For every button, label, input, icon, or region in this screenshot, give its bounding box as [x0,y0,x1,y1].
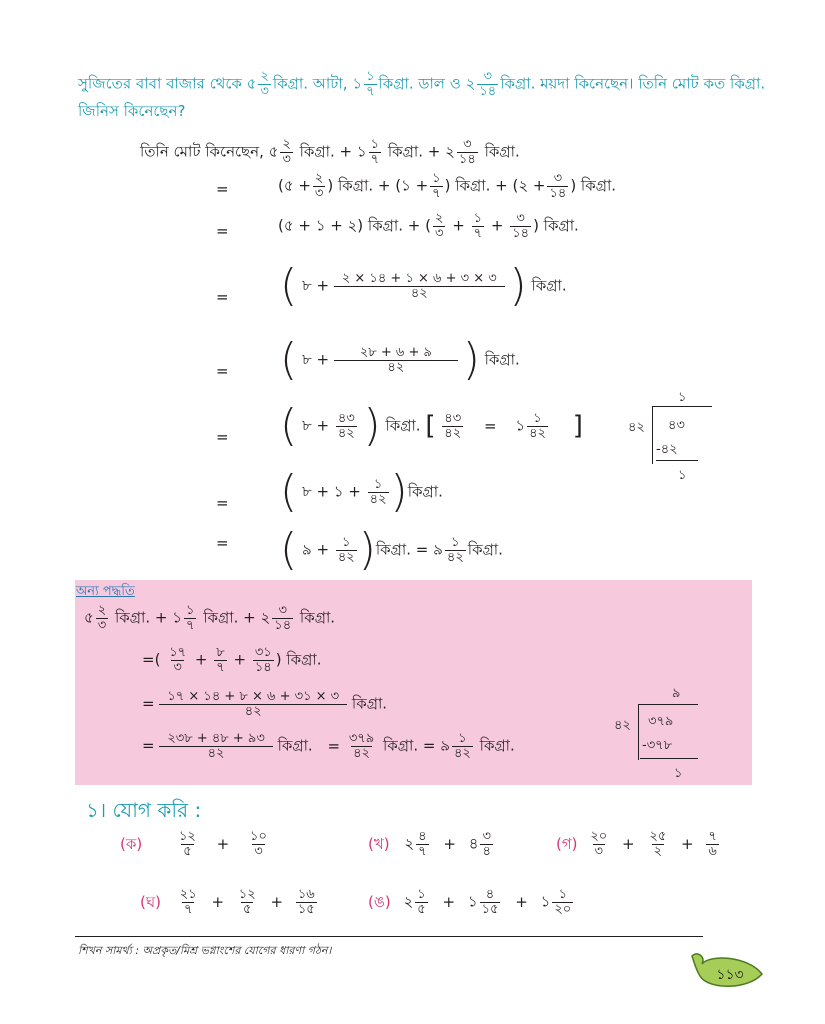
solution-line-intro [140,138,520,166]
numerator: ৪৩ [337,410,355,426]
denominator: ৭ [432,185,441,201]
numerator: ১ [473,211,483,226]
fraction [445,536,466,564]
equals-sign: = [216,288,229,306]
paren-close: ) [462,334,480,385]
whole: ২ [260,608,271,627]
alternative-method-title: অন্য পদ্ধতি [76,584,135,599]
denominator: ৪২ [159,746,272,761]
exercise-uma [368,888,575,916]
denominator: ৫ [417,901,426,917]
fraction [336,272,503,300]
item-label: (ঙ) [368,892,391,911]
unit: কিগ্রা. [203,608,239,627]
numerator: ৩১ [254,645,272,660]
fraction [336,536,357,564]
paren-close: ) [358,524,376,575]
alt-line-3 [142,690,387,718]
whole: ১ [515,416,526,435]
item-label: (ঘ) [140,892,161,911]
equals-sign: = [142,694,155,713]
paren-close: ) [363,400,381,451]
denominator: ১৫ [297,901,315,917]
problem-text-3: কিগ্রা. ডাল ও ২ [378,74,476,93]
item-label: (ক) [120,834,143,853]
fraction [237,888,258,916]
equals-sign: = [483,416,497,435]
plus: + [154,608,168,627]
solution-line-7 [280,524,503,575]
denominator: ৫ [183,843,192,859]
unit: কিগ্রা. [299,142,335,161]
whole: ২ [404,834,415,853]
expr-text: ) কিগ্রা. [570,176,617,195]
alt-line-2 [142,646,321,674]
fraction [416,830,428,858]
denominator: ৪ [482,843,491,859]
problem-statement [78,70,768,124]
numerator: ২ [314,171,324,186]
division-rule [656,460,698,461]
denominator: ৩ [173,659,182,675]
expr-text: ) কিগ্রা. + (১ + [327,176,429,195]
numerator: ২ × ১৪ + ১ × ৬ + ৩ × ৩ [341,270,497,286]
division-remainder: ১ [674,766,683,781]
unit: কিগ্রা. [531,276,567,295]
unit: কিগ্রা. [387,142,424,161]
numerator: ৪৩ [444,410,462,426]
fraction [177,830,198,858]
expr-text: ৮ + [301,276,330,295]
denominator: ৩ [254,843,263,859]
plus: + [442,892,456,911]
expr-text: ) কিগ্রা. + (২ + [444,176,546,195]
fraction [457,138,478,166]
equals-sign: = [216,428,229,446]
intro-text: তিনি মোট কিনেছেন, [140,142,264,161]
whole: ৫ [84,608,94,627]
fraction [552,888,573,916]
numerator: ২১ [179,887,197,902]
denominator: ৩ [435,225,444,241]
unit: কিগ্রা. [479,736,515,755]
numerator: ২ [97,603,107,618]
division-bar [638,704,698,705]
fraction [647,830,668,858]
plus: + [211,892,225,911]
plus: + [515,892,528,911]
numerator: ১ [533,410,542,426]
plus: + [452,216,465,235]
paren-open: ( [280,260,298,311]
denominator: ৪২ [453,745,471,761]
fraction [527,412,548,440]
fraction [452,732,473,760]
numerator: ১ [458,731,467,746]
bracket-open: [ [425,411,436,441]
numerator: ৩ [553,171,563,186]
division-quotient: ১ [678,390,687,405]
unit: কিগ্রা. [484,350,520,369]
solution-line-3 [280,260,567,311]
numerator: ৩ [278,603,287,618]
numerator: ২৩৮ + ৪৮ + ৯৩ [167,731,265,746]
whole: ১ [540,892,551,911]
numerator: ১ [342,534,351,550]
fraction [477,70,498,98]
numerator: ১৭ × ১৪ + ৮ × ৬ + ৩১ × ৩ [167,689,340,704]
numerator: ২ [260,69,269,84]
numerator: ১০ [250,829,267,844]
paren-close: ) [509,260,527,311]
whole: ১ [467,892,478,911]
plus: + [216,834,230,853]
denominator: ৭ [366,83,375,99]
numerator: ৩৭৯ [348,731,375,746]
plus: + [490,216,504,235]
expr-text: ) কিগ্রা. [275,650,322,669]
numerator: ১৬ [297,887,315,902]
unit: কিগ্রা. [277,736,313,755]
denominator: ৪২ [444,425,462,441]
fraction [336,346,456,374]
plus: + [681,834,694,853]
exercise-ka [120,830,271,858]
solution-line-4 [280,334,520,385]
numerator: ২ [282,137,291,152]
fraction [280,138,292,166]
alt-line-4 [142,732,515,760]
numerator: ৪ [485,887,495,902]
unit: কিগ্রা. [484,142,520,161]
plus: + [622,834,635,853]
denominator: ১৪ [274,617,292,633]
numerator: ১ [366,69,375,84]
fraction [472,212,484,240]
fraction [588,830,609,858]
equals-sign: = [216,494,229,512]
numerator: ৪ [418,829,427,844]
fraction [178,888,199,916]
denominator: ৩ [97,617,107,633]
fraction [161,690,345,718]
division-subtract: -৩৭৮ [642,738,673,753]
item-label: (গ) [556,834,578,853]
denominator: ৭ [370,151,380,167]
fraction [167,646,188,674]
equals-sign: = [216,180,229,198]
numerator: ১ [373,476,383,492]
paren-open: ( [280,524,298,575]
equals-sign: = [415,540,429,559]
denominator: ৫ [243,901,252,917]
solution-line-2 [278,212,579,240]
plus: + [243,608,256,627]
numerator: ১২ [238,887,256,902]
leaf-icon [688,948,766,992]
numerator: ৩ [463,137,472,152]
fraction [369,138,381,166]
fraction [258,70,270,98]
whole: ২ [403,892,414,911]
denominator: ৬ [708,843,717,859]
solution-line-1 [278,172,616,200]
denominator: ৪২ [446,549,464,565]
fraction [364,70,376,98]
equals-sign: = [422,736,436,755]
exercise-title: ১। যোগ করি : [86,798,202,822]
numerator: ১ [185,603,195,618]
fraction [296,888,317,916]
equals-sign: = [216,534,229,552]
division-divisor: ৪২ [614,718,631,733]
denominator: ১৪ [512,225,530,241]
numerator: ১ [558,887,567,902]
fraction [96,604,108,632]
exercise-ga [556,830,721,858]
unit: কিগ্রা. [375,540,412,559]
exercise-kha [368,830,495,858]
whole: ৯ [440,736,450,755]
equals-sign: = [216,222,229,240]
plus: + [233,650,247,669]
plus: + [270,892,284,911]
unit: কিগ্রা. [385,416,421,435]
fraction [547,172,568,200]
paren-close: ) [390,466,408,517]
unit: কিগ্রা. [407,482,443,501]
unit: কিগ্রা. [467,540,503,559]
denominator: ৪২ [353,745,370,761]
fraction [313,172,325,200]
page-number: ১১৩ [716,967,744,983]
denominator: ৪২ [529,425,546,441]
paren-open: ( [280,400,298,451]
fraction [253,646,274,674]
footer-learning-outcome: শিখন সামর্থ্য : অপ্রকৃত/মিশ্র ভগ্নাংশের যোগের ধারণা গঠন। [78,944,332,957]
division-divisor: ৪২ [628,420,645,435]
fraction [510,212,531,240]
fraction [433,212,445,240]
denominator: ১৪ [479,83,497,99]
paren-open: ( [280,466,298,517]
bracket-close: ] [572,411,583,441]
division-rule [640,758,698,759]
fraction [368,478,389,506]
numerator: ৩ [483,69,492,84]
paren-open: ( [280,334,298,385]
denominator: ৭ [473,225,483,241]
fraction [480,888,501,916]
denominator: ৩ [314,185,324,201]
denominator: ১৪ [458,151,476,167]
denominator: ২০ [554,901,572,917]
whole: ৫ [268,142,279,161]
fraction [706,830,718,858]
unit: কিগ্রা. [299,608,336,627]
plus: + [443,834,456,853]
fraction [430,172,442,200]
division-subtract: -৪২ [656,442,678,457]
solution-line-5 [280,400,583,451]
denominator: ৩ [594,843,603,859]
denominator: ৪২ [337,549,355,565]
denominator: ৭ [418,843,427,859]
fraction [272,604,293,632]
expr-text: ৮ + ১ + [301,482,361,501]
plus: + [194,650,208,669]
whole: ৯ [433,540,443,559]
unit: কিগ্রা. [351,694,388,713]
problem-text-1: সুজিতের বাবা বাজার থেকে ৫ [78,74,257,93]
numerator: ১ [417,887,426,902]
numerator: ৭ [708,829,717,844]
equals-sign: = [216,362,229,380]
problem-text-4: কিগ্রা. ময়দা কিনেছেন। তিনি মোট কত কিগ্রা. জিনিস কিনেছেন? [78,74,766,121]
denominator: ৩ [282,151,291,167]
fraction [214,646,226,674]
solution-line-6 [280,466,443,517]
denominator: ৪২ [334,286,505,301]
division-remainder: ১ [678,468,687,483]
denominator: ৭ [216,659,225,675]
division-bar [652,406,712,407]
expr-text: (৫ + ১ + ২) কিগ্রা. + ( [278,216,431,235]
fraction [248,830,269,858]
numerator: ২ [435,211,444,226]
division-quotient: ৯ [672,686,681,701]
numerator: ১২ [178,829,196,844]
footer-divider [75,936,703,937]
denominator: ৭ [183,901,193,917]
fraction [480,830,492,858]
denominator: ৪২ [334,360,458,375]
fraction [336,412,357,440]
denominator: ৪২ [159,704,347,719]
numerator: ৩ [516,211,525,226]
denominator: ৭ [185,617,195,633]
division-dividend: ৪৩ [668,418,685,433]
fraction [415,888,427,916]
denominator: ৪২ [369,491,387,507]
exercise-gha [140,888,319,916]
numerator: ১ [432,171,441,186]
numerator: ১ [451,534,460,550]
alt-line-1 [84,604,335,632]
division-bracket [638,704,639,760]
numerator: ৮ [216,645,225,660]
expr-text: (৫ + [278,176,311,195]
expr-text: ) কিগ্রা. [533,216,579,235]
item-label: (খ) [368,834,390,853]
numerator: ২০ [590,829,608,844]
denominator: ১৪ [549,185,567,201]
plus: + [427,142,441,161]
whole: ৪ [468,834,479,853]
fraction [184,604,196,632]
numerator: ৩ [482,829,491,844]
fraction [347,732,376,760]
equals-sign: = [142,736,155,755]
denominator: ১৪ [254,659,272,675]
numerator: ২৫ [649,829,667,844]
division-dividend: ৩৭৯ [648,714,674,729]
division-bracket [652,406,653,464]
expr-text: ৯ + [301,540,330,559]
problem-text-2: কিগ্রা. আটা, ১ [272,74,363,93]
equals-sign: = [327,736,341,755]
whole: ২ [445,142,455,161]
plus: + [339,142,353,161]
fraction [442,412,463,440]
fraction [161,732,270,760]
denominator: ১৫ [481,901,499,917]
denominator: ২ [653,843,663,859]
expr-text: =( [142,650,161,669]
expr-text: ৮ + [301,350,330,369]
unit: কিগ্রা. [382,736,419,755]
numerator: ১ [370,137,380,152]
unit: কিগ্রা. [114,608,151,627]
expr-text: ৮ + [301,416,330,435]
numerator: ২৮ + ৬ + ৯ [359,344,432,360]
numerator: ১৭ [169,645,187,660]
whole: ১ [172,608,182,627]
denominator: ৪২ [337,425,355,441]
denominator: ৩ [260,83,269,99]
whole: ১ [356,142,367,161]
